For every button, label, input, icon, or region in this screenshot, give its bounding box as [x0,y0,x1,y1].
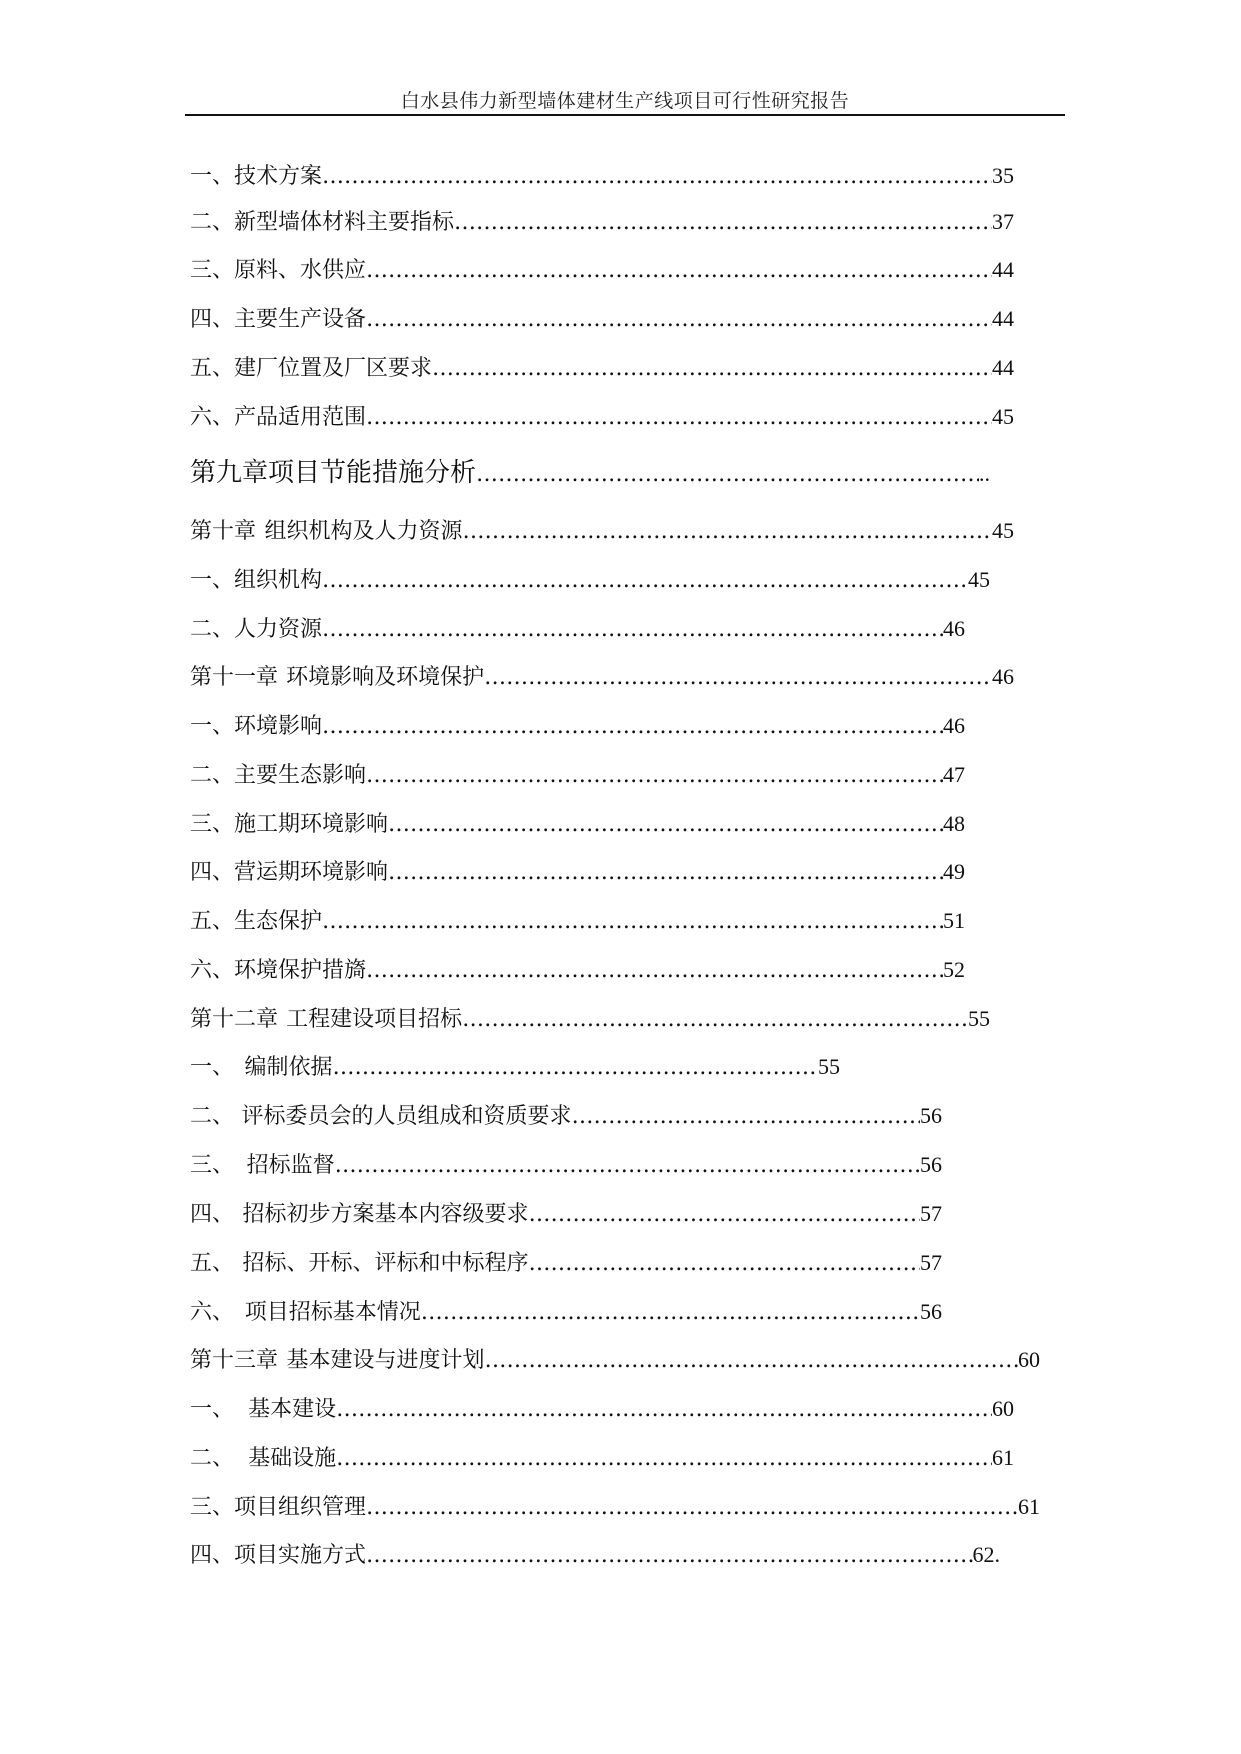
toc-leader-dots [462,517,992,547]
toc-entry-label: 项目招标基本情况 [244,1300,421,1325]
toc-entry-label: 组织机构及人力资源 [264,519,463,544]
toc-entry-page: 61 [992,1445,1014,1470]
toc-entry-label: 基本建设 [248,1397,337,1422]
toc-entry-number: 二、 [190,1104,235,1129]
toc-leader-dots [388,810,943,840]
toc-leader-dots [484,663,992,693]
toc-entry[interactable] [190,1297,942,1328]
toc-entry-page: 56 [920,1103,942,1128]
toc-entry-page: 45 [992,518,1014,543]
toc-entry[interactable] [190,402,1014,433]
toc-leader-dots [366,1493,1018,1523]
toc-leader-dots [528,1200,920,1230]
toc-entry-number: 五、 [190,1251,235,1276]
toc-entry-page: 47 [943,762,965,787]
toc-leader-dots [388,858,943,888]
toc-entry-page: 60 [992,1396,1014,1421]
toc-entry[interactable] [190,614,965,645]
toc-chapter-entry[interactable] [190,662,1014,693]
toc-entry[interactable] [190,255,1014,286]
toc-entry-number: 三、 [190,1153,235,1178]
toc-entry-label: 一、组织机构 [190,568,323,593]
toc-entry-page: 57 [920,1250,942,1275]
toc-leader-dots [366,403,992,433]
toc-entry-number: 一、 [190,1397,235,1422]
toc-entry[interactable] [190,207,1014,238]
toc-entry-label: 工程建设项目招标 [286,1007,463,1032]
toc-entry-label: 五、建厂位置及厂区要求 [190,356,433,381]
toc-entry[interactable] [190,353,1014,384]
toc-leader-dots [528,1249,920,1279]
toc-entry[interactable] [190,711,965,742]
toc-chapter-number: 第十章 [190,519,257,544]
toc-entry[interactable] [190,906,965,937]
toc-leader-dots [336,1395,992,1425]
toc-entry-label: 一、技术方案 [190,164,323,189]
toc-entry-page: 62. [972,1542,1000,1567]
toc-leader-dots [432,354,992,384]
toc-chapter-number: 第十二章 [190,1007,279,1032]
toc-leader-dots [366,761,943,791]
toc-leader-dots [454,208,992,238]
toc-leader-dots [572,1102,920,1132]
toc-entry[interactable] [190,161,1014,192]
toc-entry-label: 编制依据 [244,1055,333,1080]
toc-entry-label: 评标委员会的人员组成和资质要求 [241,1104,572,1129]
toc-leader-dots [335,1151,920,1181]
toc-entry-number: 六、 [190,1300,235,1325]
toc-leader-dots [421,1298,920,1328]
toc-entry-page: 56 [920,1299,942,1324]
toc-entry-label: 四、项目实施方式 [190,1543,367,1568]
toc-entry[interactable] [190,1248,942,1279]
toc-entry[interactable] [190,1443,1014,1474]
toc-chapter-entry[interactable] [190,1345,1040,1376]
toc-entry-page: 48 [943,811,965,836]
toc-entry-page: 55 [968,1006,990,1031]
toc-leader-dots [332,1053,818,1083]
toc-entry-page: 55 [818,1054,840,1079]
toc-chapter-entry[interactable] [190,1004,990,1035]
toc-entry[interactable] [190,304,1014,335]
toc-leader-dots [322,566,968,596]
toc-entry-label: 第九章项目节能措施分析 [190,458,477,488]
toc-entry-page: 46 [943,616,965,641]
toc-entry[interactable] [190,1394,1014,1425]
toc-entry-number: 四、 [190,1202,235,1227]
toc-entry[interactable] [190,809,965,840]
toc-entry-page: 57 [920,1201,942,1226]
toc-entry-label: 三、原料、水供应 [190,258,367,283]
toc-entry-page: 49 [943,859,965,884]
toc-leader-dots [476,460,979,490]
toc-entry-page: 46 [943,713,965,738]
toc-entry-label: 环境影响及环境保护 [286,665,485,690]
toc-entry-number: 二、 [190,1446,235,1471]
toc-entry-label: 六、环境保护措旖 [190,958,367,983]
toc-entry-label: 招标、开标、评标和中标程序 [242,1251,529,1276]
toc-chapter-number: 第十一章 [190,665,279,690]
toc-entry-number: 一、 [190,1055,235,1080]
toc-leader-dots [366,1541,972,1571]
toc-chapter-number: 第十三章 [190,1348,279,1373]
toc-entry-label: 一、环境影响 [190,714,323,739]
toc-entry[interactable] [190,955,965,986]
toc-entry-label: 二、主要生态影响 [190,763,367,788]
toc-entry[interactable] [190,1199,942,1230]
toc-leader-dots [366,256,992,286]
toc-entry[interactable] [190,760,965,791]
toc-entry-label: 基础设施 [248,1446,337,1471]
toc-entry[interactable] [190,1052,840,1083]
toc-entry-page: 44 [992,355,1014,380]
toc-entry-page: 44 [992,257,1014,282]
header-rule [185,114,1065,116]
toc-entry[interactable] [190,1150,942,1181]
toc-chapter-entry[interactable] [190,516,1014,547]
toc-entry-label: 六、产品适用范围 [190,405,367,430]
toc-entry-page: 60 [1018,1347,1040,1372]
toc-entry-label: 三、项目组织管理 [190,1495,367,1520]
toc-entry-label: 二、新型墙体材料主要指标 [190,210,455,235]
toc-leader-dots [485,1346,1018,1376]
toc-entry-label: 二、人力资源 [190,617,323,642]
toc-entry-label: 三、施工期环境影响 [190,812,389,837]
toc-entry-label: 四、主要生产设备 [190,307,367,332]
toc-entry[interactable] [190,1492,1040,1523]
toc-entry-page: 37 [992,209,1014,234]
toc-entry[interactable] [190,565,990,596]
toc-entry-label: 招标初步方案基本内容级要求 [242,1202,529,1227]
toc-leader-dots [462,1005,968,1035]
toc-leader-dots [366,305,992,335]
page-header-title: 白水县伟力新型墙体建材生产线项目可行性研究报告 [400,90,850,112]
toc-entry-label: 四、营运期环境影响 [190,860,389,885]
toc-entry-page: 61 [1018,1494,1040,1519]
toc-entry-page: 52 [943,957,965,982]
toc-entry[interactable] [190,857,965,888]
toc-entry-page: 35 [992,163,1014,188]
toc-leader-dots [322,712,943,742]
toc-leader-dots [322,615,943,645]
toc-leader-dots [336,1444,992,1474]
toc-leader-dots [366,956,943,986]
toc-leader-dots [322,907,943,937]
toc-entry[interactable] [190,1540,1000,1571]
toc-entry-page: 44 [992,306,1014,331]
toc-entry-label: 基本建设与进度计划 [286,1348,485,1373]
toc-entry[interactable] [190,1101,942,1132]
toc-entry-page: 45 [992,404,1014,429]
toc-entry-page: 45 [968,567,990,592]
toc-entry-page: .. [979,461,990,486]
toc-entry-page: 46 [992,664,1014,689]
toc-entry-label: 招标监督 [246,1153,335,1178]
toc-entry-page: 56 [920,1152,942,1177]
toc-leader-dots [322,162,992,192]
toc-chapter-entry[interactable] [190,458,990,490]
toc-entry-page: 51 [943,908,965,933]
toc-entry-label: 五、生态保护 [190,909,323,934]
